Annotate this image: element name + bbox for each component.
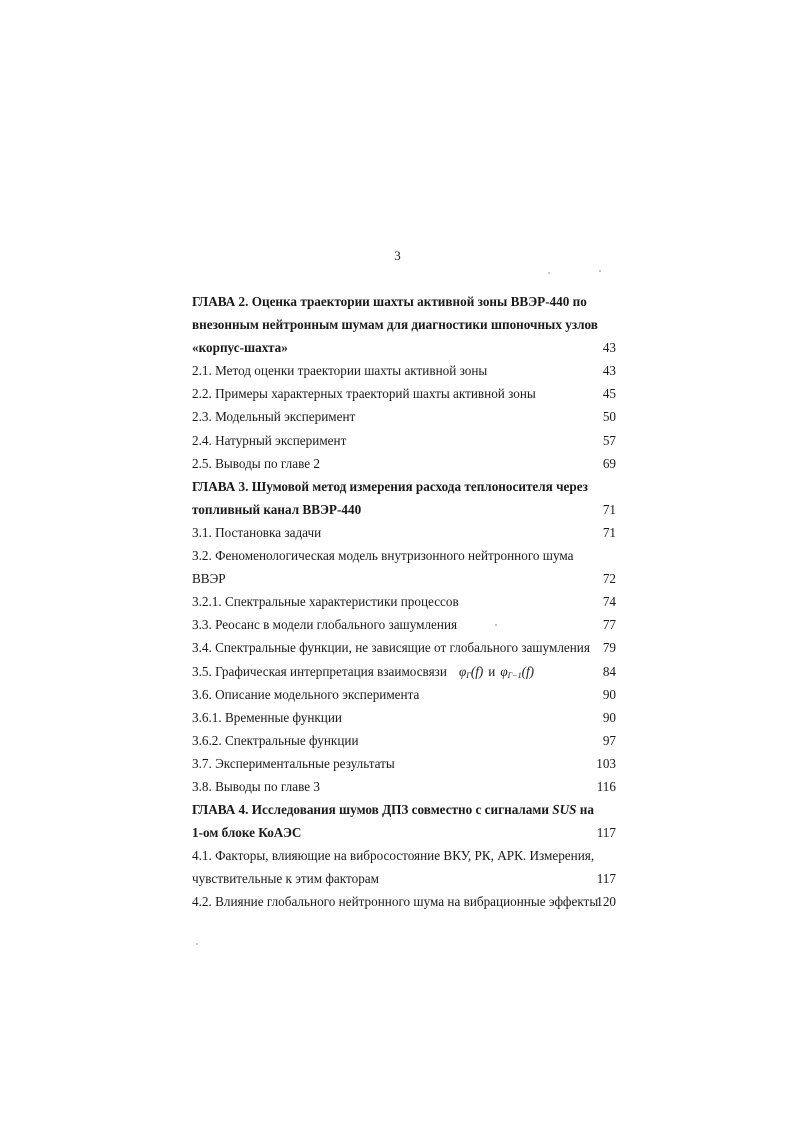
toc-entry	[192, 613, 628, 636]
formula-b-arg: (f)	[521, 663, 535, 679]
formula-a-arg: (f)	[470, 663, 484, 679]
toc-entry-title: внезонным нейтронным шумам для диагностики шпоночных узлов	[192, 317, 598, 333]
toc-entry-title: 3.7. Экспериментальные результаты	[192, 755, 395, 771]
toc-entry	[192, 660, 628, 683]
toc-entry	[192, 798, 628, 821]
toc-entry-page: 57	[602, 432, 616, 448]
toc-entry-title: 2.1. Метод оценки траектории шахты активной зоны	[192, 363, 488, 379]
toc-entry-page: 90	[602, 709, 616, 725]
toc-entry-title: 2.5. Выводы по главе 2	[192, 455, 320, 471]
toc-entry-title: 3.2. Феноменологическая модель внутризонного нейтронного шума	[192, 548, 574, 564]
toc-entry	[192, 382, 628, 405]
toc-entry-title: 2.4. Натурный эксперимент	[192, 432, 347, 448]
toc-entry-title: 3.6.2. Спектральные функции	[192, 732, 359, 748]
toc-entry-page: 50	[602, 409, 616, 425]
formula-b-sym: φ	[500, 663, 508, 679]
scan-speck	[495, 624, 497, 626]
scan-speck	[548, 272, 550, 274]
toc-entry	[192, 313, 628, 336]
toc-entry-page: 84	[602, 663, 616, 679]
toc-entry-title: 3.6. Описание модельного эксперимента	[192, 686, 420, 702]
toc-entry-page: 74	[602, 594, 616, 610]
toc-entry	[192, 452, 628, 475]
toc-entry-title: 3.2.1. Спектральные характеристики процессов	[192, 594, 459, 610]
toc-entry	[192, 475, 628, 498]
table-of-contents	[192, 290, 628, 914]
scan-speck	[599, 270, 601, 272]
toc-entry-title: «корпус-шахта»	[192, 340, 288, 356]
toc-entry-title: ГЛАВА 2. Оценка траектории шахты активной зоны ВВЭР-440 по	[192, 294, 587, 309]
toc-entry-page: 117	[596, 871, 616, 887]
toc-entry-tail: на	[576, 802, 594, 818]
toc-entry-title: 4.1. Факторы, влияющие на вибросостояние ВКУ, РК, АРК. Измерения,	[192, 848, 595, 864]
toc-entry-page: 120	[596, 894, 616, 910]
toc-entry	[192, 890, 628, 913]
toc-entry-title: ГЛАВА 3. Шумовой метод измерения расхода теплоносителя через	[192, 478, 588, 494]
toc-entry	[192, 636, 628, 659]
toc-entry	[192, 429, 628, 452]
toc-entry	[192, 521, 628, 544]
toc-entry	[192, 752, 628, 775]
toc-entry	[192, 706, 628, 729]
toc-entry-title: ВВЭР	[192, 571, 226, 587]
toc-entry-title: ГЛАВА 4. Исследования шумов ДПЗ совместно с сигналами	[192, 802, 549, 818]
toc-entry-title: 2.3. Модельный эксперимент	[192, 409, 356, 425]
toc-entry-title: 3.3. Реосанс в модели глобального зашумления	[192, 617, 458, 633]
toc-entry-title: 3.8. Выводы по главе 3	[192, 778, 320, 794]
toc-entry-page: 45	[602, 386, 616, 402]
formula-conj: и	[488, 663, 496, 679]
formula-b-sub: Γ−1	[507, 670, 522, 680]
toc-entry-title: 4.2. Влияние глобального нейтронного шума на вибрационные эффекты	[192, 894, 599, 910]
toc-entry	[192, 683, 628, 706]
formula-a-sub: Γ	[466, 670, 471, 680]
toc-entry-page: 71	[602, 524, 616, 540]
toc-entry-title: чувствительные к этим факторам	[192, 871, 379, 887]
toc-entry-page: 79	[602, 640, 616, 656]
toc-entry-page: 116	[596, 778, 616, 794]
toc-entry-title: 3.4. Спектральные функции, не зависящие от глобального зашумления	[192, 640, 590, 656]
toc-entry-page: 97	[602, 732, 616, 748]
toc-entry-page: 71	[602, 501, 616, 517]
toc-entry	[192, 729, 628, 752]
toc-entry-italic: SUS	[552, 802, 577, 818]
toc-entry	[192, 844, 628, 867]
toc-entry-page: 77	[602, 617, 616, 633]
toc-entry	[192, 590, 628, 613]
toc-entry-page: 117	[596, 825, 616, 841]
toc-entry-title: 3.6.1. Временные функции	[192, 709, 342, 725]
toc-entry	[192, 498, 628, 521]
toc-entry	[192, 775, 628, 798]
toc-entry-page: 90	[602, 686, 616, 702]
scan-speck	[196, 943, 198, 945]
toc-entry-title: 3.1. Постановка задачи	[192, 524, 322, 540]
toc-entry	[192, 821, 628, 844]
toc-entry	[192, 405, 628, 428]
toc-entry-title: 1-ом блоке КоАЭС	[192, 825, 302, 841]
formula-a-sym: φ	[458, 663, 467, 679]
toc-entry	[192, 359, 628, 382]
toc-entry	[192, 567, 628, 590]
toc-entry-page: 69	[602, 455, 616, 471]
toc-entry	[192, 336, 628, 359]
toc-entry-title: 3.5. Графическая интерпретация взаимосвязи	[192, 663, 447, 679]
page-number: 3	[394, 248, 401, 263]
toc-entry-page: 43	[602, 363, 616, 379]
toc-entry	[192, 867, 628, 890]
toc-entry-title: топливный канал ВВЭР-440	[192, 501, 362, 517]
toc-entry	[192, 544, 628, 567]
toc-entry	[192, 290, 628, 313]
toc-entry-title: 2.2. Примеры характерных траекторий шахты активной зоны	[192, 386, 536, 402]
formula	[459, 664, 534, 679]
toc-entry-page: 72	[602, 571, 616, 587]
toc-entry-page: 43	[602, 340, 616, 356]
toc-entry-page: 103	[596, 755, 616, 771]
